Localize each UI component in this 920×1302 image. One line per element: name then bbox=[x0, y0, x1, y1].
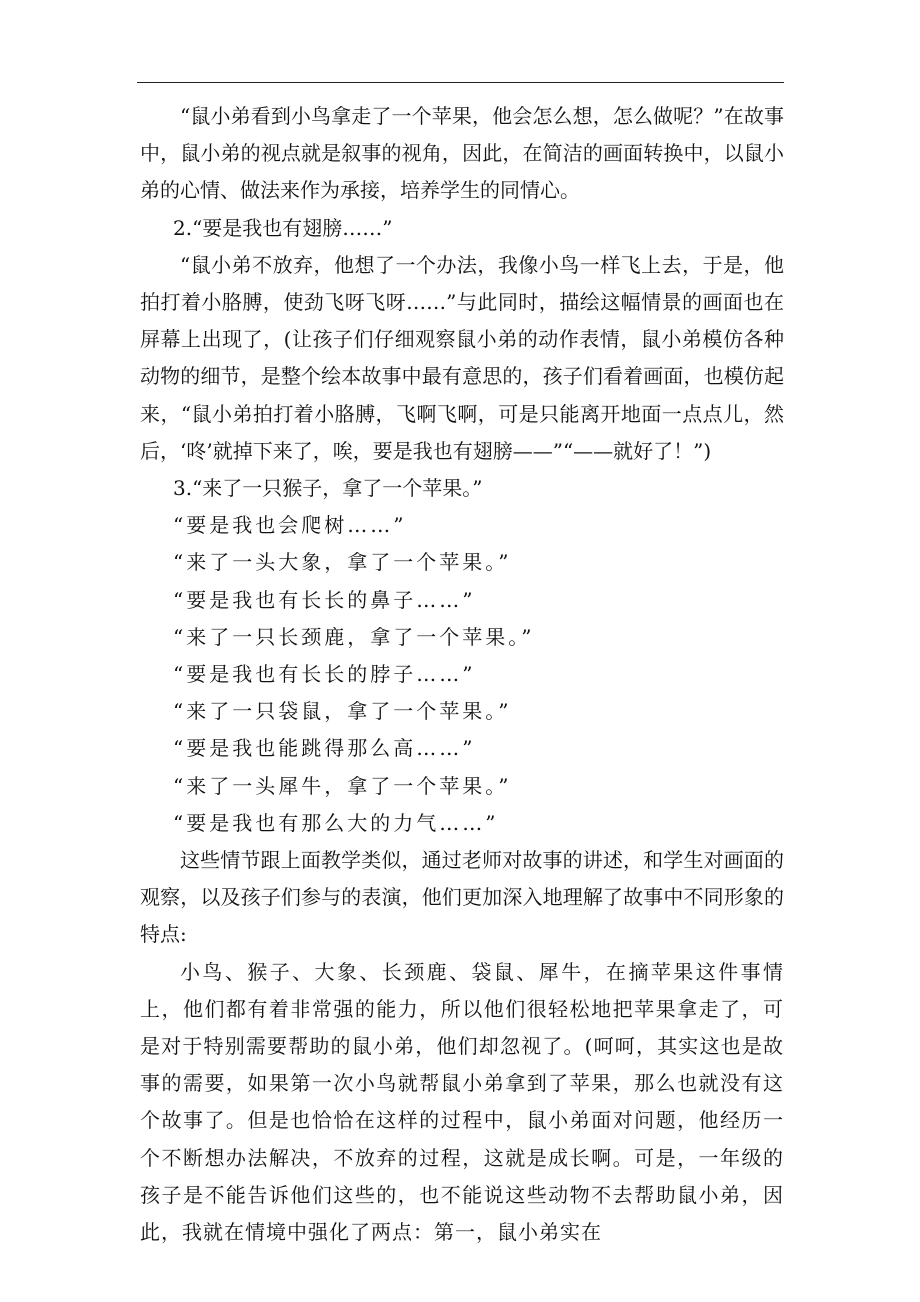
section-heading-2: 2.“要是我也有翅膀……” bbox=[173, 215, 393, 240]
header-rule bbox=[137, 82, 784, 83]
paragraph-flying: “鼠小弟不放弃，他想了一个办法，我像小鸟一样飞上去，于是，他拍打着小胳膊，使劲飞呀飞呀……”与此同时，描绘这幅情景的画面也在屏幕上出现了，(让孩子们仔细观察鼠小弟的动作表情，鼠小弟模仿各种动物的细节，是整个绘本故事中最有意思的，孩子们看着画面，也模仿起来，“鼠小弟拍打着小胳膊，飞啊飞啊，可是只能离开地面一点点儿，然后，‘咚’就掉下来了，唉，要是我也有翅膀——”“——就好了！”) bbox=[140, 252, 784, 463]
section-heading-3: 3.“来了一只猴子，拿了一个苹果。” bbox=[173, 476, 483, 501]
dialog-line: “要是我也有长长的鼻子……” bbox=[173, 587, 476, 612]
paragraph-summary: 这些情节跟上面教学类似，通过老师对故事的讲述，和学生对画面的观察，以及孩子们参与的表演，他们更加深入地理解了故事中不同形象的特点: bbox=[140, 848, 784, 947]
paragraph-analysis: 小鸟、猴子、大象、长颈鹿、袋鼠、犀牛，在摘苹果这件事情上，他们都有着非常强的能力，所以他们很轻松地把苹果拿走了，可是对于特别需要帮助的鼠小弟，他们却忽视了。(呵呵，其实这也是故事的需要，如果第一次小鸟就帮鼠小弟拿到了苹果，那么也就没有这个故事了。但是也恰恰在这样的过程中，鼠小弟面对问题，他经历一个不断想办法解决，不放弃的过程，这就是成长啊。可是，一年级的孩子是不能告诉他们这些的，也不能说这些动物不去帮助鼠小弟，因此，我就在情境中强化了两点：第一，鼠小弟实在 bbox=[140, 959, 784, 1245]
paragraph-intro: “鼠小弟看到小鸟拿走了一个苹果，他会怎么想，怎么做呢？”在故事中，鼠小弟的视点就是叙事的视角，因此，在简洁的画面转换中，以鼠小弟的心情、做法来作为承接，培养学生的同情心。 bbox=[140, 104, 784, 203]
dialog-line: “要是我也有那么大的力气……” bbox=[173, 810, 499, 835]
dialog-line: “要是我也能跳得那么高……” bbox=[173, 736, 476, 761]
body-text bbox=[140, 98, 784, 1251]
dialog-line: “来了一头犀牛，拿了一个苹果。” bbox=[173, 773, 512, 798]
dialog-line: “来了一只袋鼠，拿了一个苹果。” bbox=[173, 699, 512, 724]
dialog-line: “要是我也有长长的脖子……” bbox=[173, 662, 476, 687]
dialog-line: “来了一只长颈鹿，拿了一个苹果。” bbox=[173, 624, 535, 649]
dialog-line: “要是我也会爬树……” bbox=[173, 513, 407, 538]
dialog-line: “来了一头大象，拿了一个苹果。” bbox=[173, 550, 512, 575]
